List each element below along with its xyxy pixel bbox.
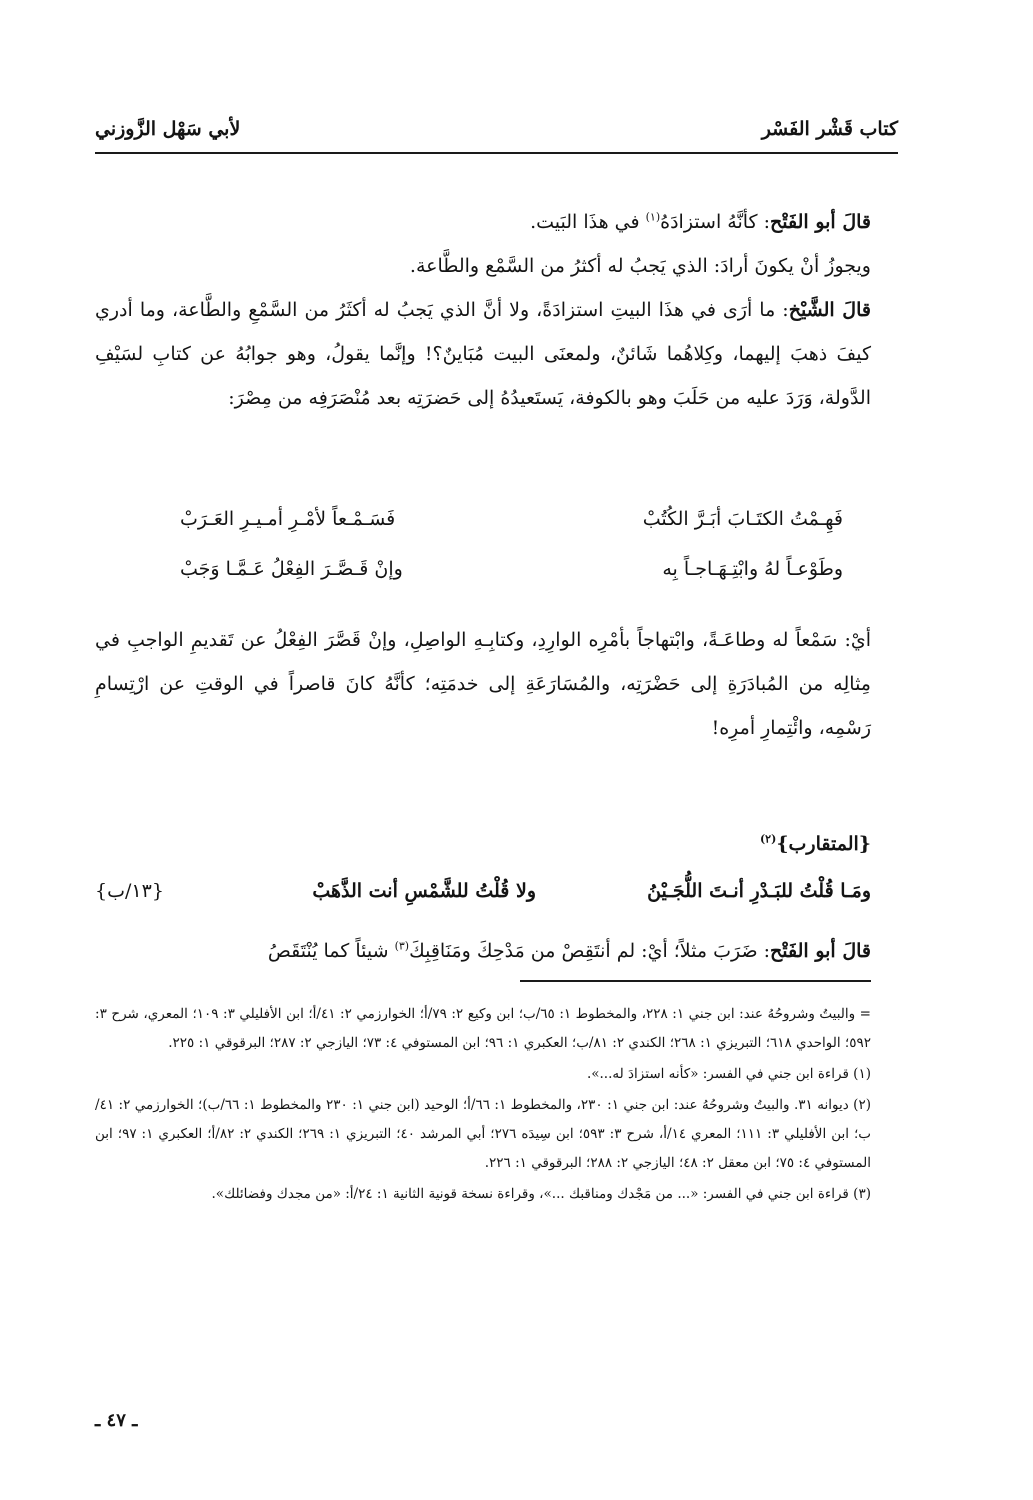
footnote-3: (٣) قراءة ابن جني في الفسر: «... من مَجْدك ومناقبك ...»، وقراءة نسخة قونية الثانية ١: ٢٤/أ: «من مجدك وفضائلك». — [211, 1186, 871, 1202]
paragraph-tail: شيئاً كما يُنْتَقَصُ — [267, 940, 395, 962]
verse-first-hemistich: ومَـا قُلْتُ للبَـدْرِ أنـتَ اللُّجَـيْنُ — [647, 880, 871, 902]
footnote-2: (٢) ديوانه ٣١. والبيتُ وشروحُهُ عند: ابن جني ١: ٢٣٠، والمخطوط ١: ٦٦/أ؛ الوحيد (ابن جني ١: ٢٣٠ والمخطوط ١: ٦٦/ب)؛ الخوارزمي ٢: ٤١/ب؛ ابن الأفليلي ٣: ١١١؛ المعري ١٤/أ، شرح ٣: ٥٩٣؛ ابن سِيدَه ٢٧٦؛ أبي المرشد ٤٠؛ التبريزي ١: ٢٦٩؛ الكندي ٢: ٨٢/أ؛ العكبري ١: ٩٧؛ ابن المستوفي ٤: ٧٥؛ ابن معقل ٢: ٤٨؛ اليازجي ٢: ٢٨٨؛ البرقوقي ١: ٢٢٦. — [95, 1097, 872, 1171]
paragraph-text: : ما أرَى في هذَا البيتِ استزادَةً، ولا أنَّ الذي يَجبُ له أكثَرُ من السَّمْعِ والطَّاعة، وما أدري كيفَ ذهبَ إليهما، وكِلاهُما شَائنٌ، ولمعنَى البيت مُبَاينٌ؟! وإنَّما يقولُ، وهو جوابُهُ عن كتابِ لسَيْفِ الدَّولة، وَرَدَ عليه من حَلَبَ وهو بالكوفة، يَستَعيدُهُ إلى حَضرَتِه بعد مُنْصَرَفِه من مِصْرَ: — [95, 299, 871, 409]
paragraph-commentary: أيْ: سَمْعاً له وطاعَـةً، وابْتهاجاً بأمْرِه الوارِدِ، وكتابِـهِ الواصِلِ، وإنْ قَصَّرَ الفِعْلُ عن تَقديمِ الواجبِ في مِثالِه من المُبادَرَةِ إلى حَضْرَتِه، والمُسَارَعَةِ إلى خدمَتِه؛ كأنَّهُ كانَ قاصراً في الوقتِ عن ارْتِسامِ رَسْمِه، وائْتِمارِ أمرِه! — [95, 629, 871, 739]
paragraph-abu-alfath-2 — [95, 936, 871, 966]
speaker-label: قالَ أبو الفَتْح — [770, 211, 871, 233]
meter-label — [760, 833, 871, 855]
footnote-divider — [520, 980, 871, 982]
footnote-continuation: = والبيتُ وشروحُهُ عند: ابن جني ١: ٢٢٨، والمخطوط ١: ٦٥/ب؛ ابن وكيع ٢: ٧٩/أ؛ الخوارزمي ٢: ٤١/أ؛ ابن الأفليلي ٣: ١٠٩؛ المعري، شرح ٣: ٥٩٢؛ الواحدي ٦١٨؛ التبريزي ١: ٢٦٨؛ الكندي ٢: ٨١/ب؛ العكبري ١: ٩٦؛ ابن المستوفي ٤: ٧٣؛ اليازجي ٢: ٢٨٧؛ البرقوقي ١: ٢٢٥. — [95, 1006, 871, 1051]
paragraph-alternative: ويجوزُ أنْ يكونَ أرادَ: الذي يَجبُ له أكثرُ من السَّمْع والطَّاعة. — [409, 255, 871, 277]
running-header-title: كتاب قَشْر الفَسْر — [761, 118, 898, 140]
footnote-ref: (١) — [645, 210, 661, 224]
verse-first-hemistich: فَهِـمْتُ الكتَـابَ أبَـرَّ الكُتُبْ — [642, 508, 843, 530]
page-number: ـ ٤٧ ـ — [95, 1410, 138, 1431]
meter-name: {المتقارب} — [776, 833, 871, 855]
paragraph-abu-alfath — [95, 200, 871, 244]
speaker-label: قالَ أبو الفَتْح — [770, 940, 871, 962]
main-verse — [95, 880, 871, 920]
verse-second-hemistich: فَسَـمْـعاً لأمْـرِ أمـيـرِ العَـرَبْ — [180, 508, 396, 530]
footnote-ref: (٣) — [394, 939, 410, 953]
main-text — [95, 200, 871, 420]
speaker-label: قالَ الشَّيْخ — [788, 299, 871, 321]
footnotes — [95, 1000, 871, 1211]
manuscript-folio-ref: {١٣/ب} — [95, 880, 164, 902]
paragraph-tail: في هذَا البَيت. — [530, 211, 646, 233]
paragraph-text: : ضَرَبَ مثلاً؛ أيْ: لم أنتَقِصْ من مَدْحِكَ ومَنَاقِبِكَ — [409, 940, 771, 962]
footnote-1: (١) قراءة ابن جني في الفسر: «كأنه استزادَ له...». — [586, 1066, 871, 1082]
paragraph-text: : كأنَّهُ استزادَهُ — [660, 211, 771, 233]
verse-first-hemistich: وطَوْعـاً لهُ وابْتِـهَـاجـاً بِه — [662, 558, 843, 580]
commentary-block — [95, 618, 871, 750]
footnote-ref: (٢) — [759, 832, 777, 846]
verse-second-hemistich: وإنْ قَـصَّـرَ الفِعْلُ عَـمَّـا وَجَبْ — [180, 558, 403, 580]
verse-second-hemistich: ولا قُلْتُ للشَّمْسِ أنت الذَّهَبْ — [312, 880, 536, 902]
header-divider — [95, 152, 898, 154]
paragraph-sheikh — [95, 288, 871, 420]
running-header-author: لأبي سَهْل الزَّوزني — [95, 118, 241, 140]
